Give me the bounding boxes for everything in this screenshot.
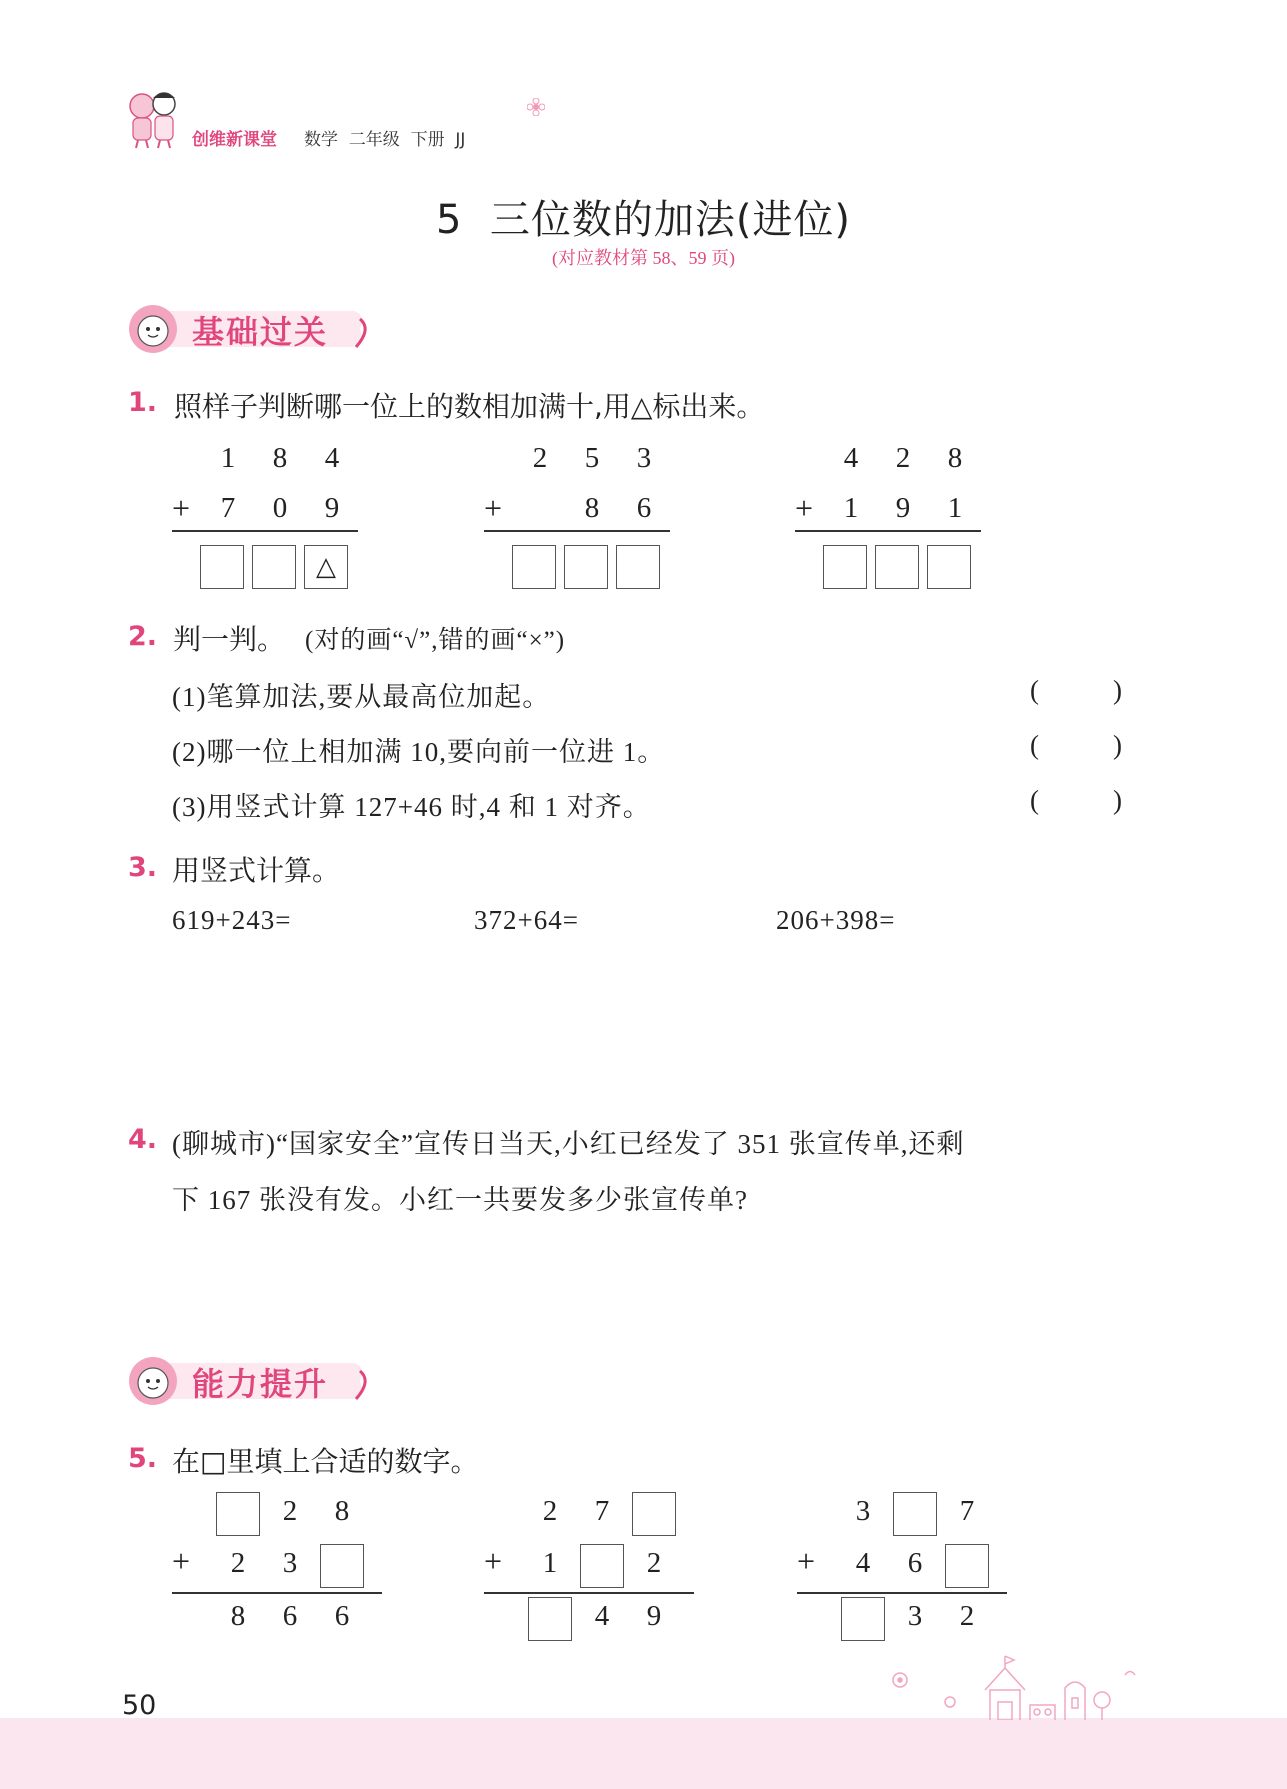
q1-top-digit: 1 <box>220 442 236 474</box>
q4-number: 4. <box>128 1124 158 1155</box>
q5-fill-box[interactable] <box>632 1492 676 1536</box>
q1-text: 照样子判断哪一位上的数相加满十,用△标出来。 <box>174 390 765 423</box>
q5-bottom-digit: 4 <box>855 1547 871 1579</box>
q3-expr-1: 619+243= <box>172 905 292 935</box>
q1-plus-sign: + <box>794 490 814 526</box>
section-label-advanced: 能力提升 <box>192 1365 329 1403</box>
q5-result-digit: 6 <box>334 1600 350 1632</box>
header-brand: 创维新课堂 <box>192 130 277 150</box>
q5-top-digit: 2 <box>282 1495 298 1527</box>
q5-plus-sign: + <box>796 1543 816 1579</box>
q5-top-digit: 2 <box>542 1495 558 1527</box>
header-mascot-icon <box>124 88 184 150</box>
q5-fill-box[interactable] <box>320 1544 364 1588</box>
q1-bottom-digit: 9 <box>895 492 911 524</box>
q1-top-digit: 4 <box>324 442 340 474</box>
q3-expr-2: 372+64= <box>474 905 579 935</box>
q5-plus-sign: + <box>483 1543 503 1579</box>
q2-text: 判一判。 <box>173 623 286 656</box>
q5-bottom-digit: 1 <box>542 1547 558 1579</box>
q3-number: 3. <box>128 852 158 883</box>
section-banner-basic <box>128 303 373 355</box>
q1-answer-box[interactable] <box>616 545 660 589</box>
q2-answer-open-2[interactable]: ( <box>1030 730 1039 760</box>
q2-answer-open-1[interactable]: ( <box>1030 675 1039 705</box>
q5-fill-box[interactable] <box>528 1597 572 1641</box>
q5-result-digit: 6 <box>282 1600 298 1632</box>
q5-sum-line <box>484 1592 694 1594</box>
page-title: 5 三位数的加法(进位) <box>435 197 852 243</box>
q5-bottom-digit: 2 <box>230 1547 246 1579</box>
header-subject: 数学 二年级 下册 JJ <box>304 130 466 150</box>
q5-bottom-digit: 6 <box>907 1547 923 1579</box>
q5-fill-box[interactable] <box>580 1544 624 1588</box>
page-number: 50 <box>122 1690 157 1721</box>
q5-fill-box[interactable] <box>841 1597 885 1641</box>
q1-bottom-digit: 1 <box>843 492 859 524</box>
q5-result-digit: 2 <box>959 1600 975 1632</box>
q1-bottom-digit: 1 <box>947 492 963 524</box>
q5-text: 在□里填上合适的数字。 <box>172 1445 479 1478</box>
q2-number: 2. <box>128 621 158 652</box>
q5-sum-line <box>172 1592 382 1594</box>
q1-bottom-digit: 7 <box>220 492 236 524</box>
q5-number: 5. <box>128 1443 158 1474</box>
footer-band <box>0 1718 1287 1789</box>
q1-top-digit: 8 <box>947 442 963 474</box>
q1-sum-line <box>484 530 670 532</box>
q2-item-2: (2)哪一位上相加满 10,要向前一位进 1。 <box>172 737 666 767</box>
castle-decoration-icon <box>880 1650 1170 1720</box>
q1-bottom-digit: 8 <box>584 492 600 524</box>
q3-expr-3: 206+398= <box>776 905 896 935</box>
q1-top-digit: 4 <box>843 442 859 474</box>
q1-top-digit: 8 <box>272 442 288 474</box>
q1-top-digit: 5 <box>584 442 600 474</box>
q3-text: 用竖式计算。 <box>172 854 341 887</box>
q5-fill-box[interactable] <box>893 1492 937 1536</box>
q1-answer-box[interactable] <box>927 545 971 589</box>
q1-sum-line <box>172 530 358 532</box>
q5-result-digit: 8 <box>230 1600 246 1632</box>
q5-top-digit: 3 <box>855 1495 871 1527</box>
q1-top-digit: 3 <box>636 442 652 474</box>
q5-result-digit: 9 <box>646 1600 662 1632</box>
q5-fill-box[interactable] <box>216 1492 260 1536</box>
q1-plus-sign: + <box>171 490 191 526</box>
header-flower-icon <box>527 98 545 116</box>
q2-item-1: (1)笔算加法,要从最高位加起。 <box>172 682 551 712</box>
q1-bottom-digit: 9 <box>324 492 340 524</box>
q4-line-1: (聊城市)“国家安全”宣传日当天,小红已经发了 351 张宣传单,还剩 <box>172 1129 965 1159</box>
q2-answer-open-3[interactable]: ( <box>1030 785 1039 815</box>
q4-line-2: 下 167 张没有发。小红一共要发多少张宣传单? <box>172 1185 748 1215</box>
q2-answer-close-2: ) <box>1113 730 1122 760</box>
q5-result-digit: 3 <box>907 1600 923 1632</box>
q1-top-digit: 2 <box>532 442 548 474</box>
q5-bottom-digit: 3 <box>282 1547 298 1579</box>
q1-answer-box[interactable] <box>564 545 608 589</box>
q1-answer-box[interactable] <box>512 545 556 589</box>
q1-plus-sign: + <box>483 490 503 526</box>
q5-bottom-digit: 2 <box>646 1547 662 1579</box>
q1-sum-line <box>795 530 981 532</box>
q1-answer-box[interactable] <box>200 545 244 589</box>
q5-fill-box[interactable] <box>945 1544 989 1588</box>
q1-answer-box[interactable] <box>823 545 867 589</box>
q1-top-digit: 2 <box>895 442 911 474</box>
q1-answer-box[interactable] <box>252 545 296 589</box>
q1-bottom-digit: 6 <box>636 492 652 524</box>
section-banner-advanced <box>128 1355 373 1407</box>
q5-top-digit: 8 <box>334 1495 350 1527</box>
page-subtitle: (对应教材第 58、59 页) <box>552 248 735 268</box>
q2-item-3: (3)用竖式计算 127+46 时,4 和 1 对齐。 <box>172 792 651 822</box>
q5-result-digit: 4 <box>594 1600 610 1632</box>
q2-answer-close-3: ) <box>1113 785 1122 815</box>
q5-sum-line <box>797 1592 1007 1594</box>
q1-number: 1. <box>128 387 158 418</box>
q1-answer-box[interactable]: △ <box>304 545 348 589</box>
q5-top-digit: 7 <box>594 1495 610 1527</box>
q2-note: (对的画“√”,错的画“×”) <box>305 627 566 654</box>
q5-top-digit: 7 <box>959 1495 975 1527</box>
section-label-basic: 基础过关 <box>192 313 329 351</box>
q1-answer-box[interactable] <box>875 545 919 589</box>
q2-answer-close-1: ) <box>1113 675 1122 705</box>
q1-bottom-digit: 0 <box>272 492 288 524</box>
q5-plus-sign: + <box>171 1543 191 1579</box>
